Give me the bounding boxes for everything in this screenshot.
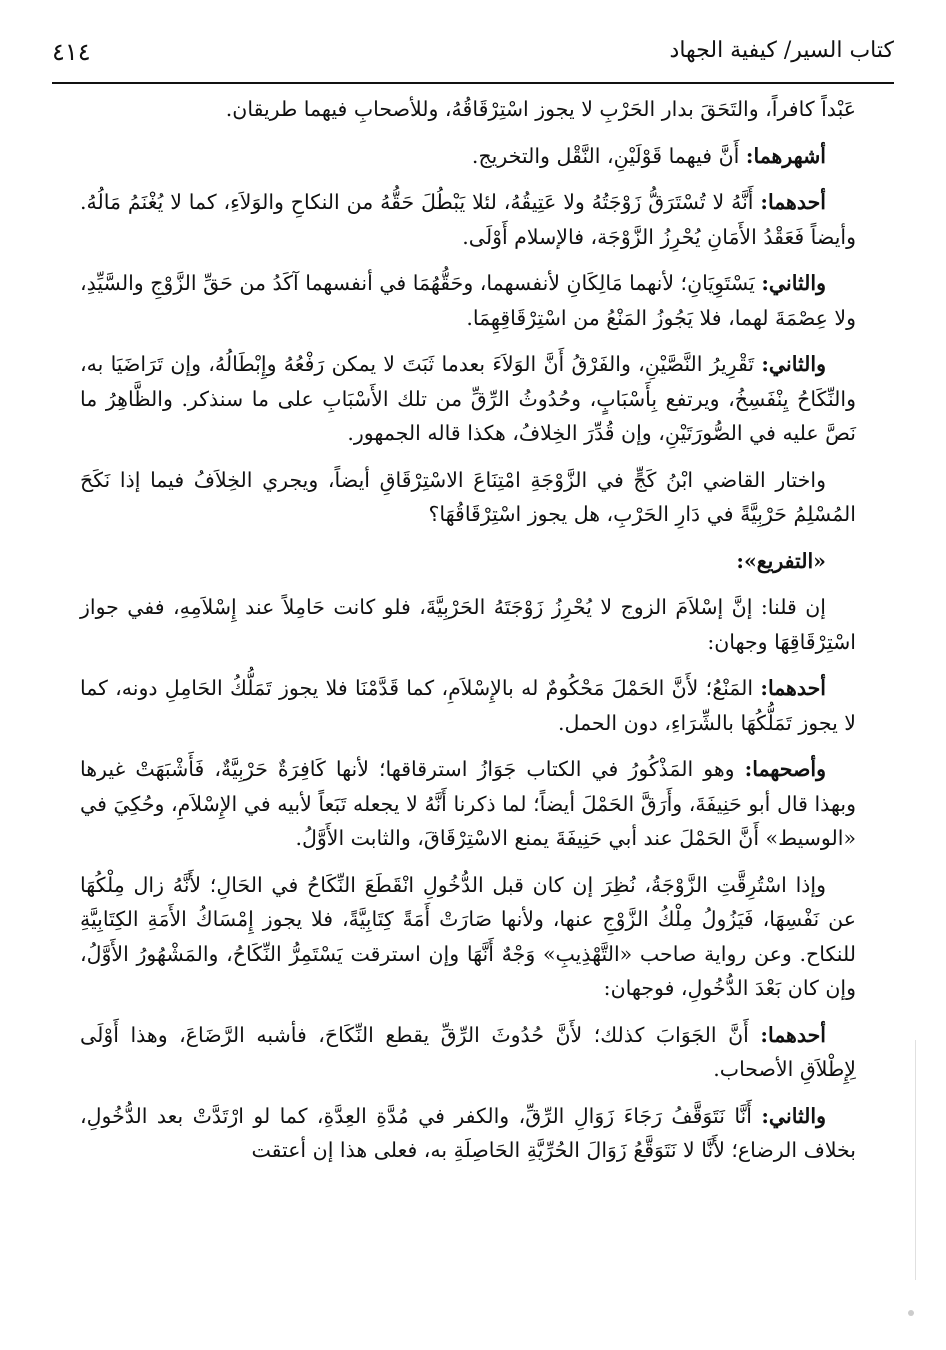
paragraph-ibn-kajj (80, 463, 856, 532)
paragraph-lead: والثاني: (761, 352, 826, 376)
paragraph-text: إن قلنا: إنَّ إسْلاَمَ الزوج لا يُحْرِزُ زَوْجَتَهُ الحَرْبِيَّةَ، فلو كانت حَامِلاً عند إِسْلاَمِهِ، ففي جواز اسْتِرْقَاقِهَا وجهان: (80, 595, 856, 654)
running-title: كتاب السير/ كيفية الجهاد (669, 38, 894, 63)
paragraph-text: أَنَّ فيهما قَوْلَيْنِ، النَّقْل والتخريج. (471, 143, 746, 168)
paragraph-lead: أحدهما: (760, 1022, 826, 1047)
paragraph-lead: أشهرهما: (745, 143, 826, 168)
paragraph-istruqqat (80, 868, 856, 1006)
paragraph-text: يَسْتَوِيَانِ؛ لأنهما مَالِكَانِ لأنفسهما، وحَقُّهُمَا في أنفسهما آكَدُ من حَقِّ الزَّوْجِ والسَّيِّدِ، ولا عِصْمَةَ لهما، فلا يَجُوزُ المَنْعُ من اسْتِرْقَاقِهِمَا. (79, 271, 856, 330)
paragraph-lead: أحدهما: (760, 190, 826, 214)
section-heading-tafri (80, 544, 856, 579)
paragraph-text: أَنَّ الجَوَابَ كذلك؛ لأَنَّ حُدُوثَ الرِّقِّ يقطع النِّكَاحَ، فأشبه الرَّضَاعَ، وهذا أَوْلَى لِإِطْلاَقِ الأصحاب. (80, 1022, 856, 1081)
paragraph-ahaduhuma-1 (80, 185, 856, 254)
paragraph-text: المَنْعُ؛ لأَنَّ الحَمْلَ مَحْكُومٌ له بالإِسْلاَمِ، كما قَدَّمْنَا فلا يجوز تَمَلُّكُ الحَامِلِ دونه، كما لا يجوز تَمَلُّكُهَا بالشِّرَاءِ، دون الحمل. (80, 676, 856, 735)
paragraph-text: أَنَّهُ لا تُسْتَرَقُّ زَوْجَتُهُ ولا عَتِيقُهُ، لئلا يَبْطُلَ حَقُّهُ من النكاحِ والوَلاَءِ، كما لا يُغْنَمُ مَالُهُ. وأيضاً فَعَقْدُ الأَمَانِ يُحْرِزُ الزَّوْجَة، فالإسلام أَوْلَى. (80, 190, 856, 249)
paragraph-text: تَقْرِيرُ النَّصَّيْنِ، والفَرْقُ أَنَّ الوَلاَءَ بعدما ثَبَتَ لا يمكن رَفْعُهُ وإِبْطَالُهُ، وإن تَرَاضَيَا به، والنِّكَاحُ يِنْفَسِخُ، ويرتفع بِأَسْبَابٍ، وحُدُوثُ الرِّقِّ من تلك الأَسْبَابِ على ما سنذكر. والظَّاهِرُ ما نَصَّ عليه في الصُّورَتَيْنِ، وإن قُدِّرَ الخِلافُ، هكذا قاله الجمهور. (80, 352, 856, 445)
paragraph-althani-3 (80, 1099, 856, 1168)
paragraph-asahhuhuma (80, 752, 856, 856)
paragraph-lead: أحدهما: (760, 676, 826, 700)
paragraph-althani-2 (80, 347, 856, 451)
paragraph-continuation (80, 92, 856, 127)
paragraph-althani-1 (80, 266, 856, 335)
paragraph-text: أَنَّا نَتَوَقَّفُ رَجَاءَ زَوَالِ الرِّقِّ، والكفر في مُدَّةِ العِدَّةِ، كما لو ارْتَدَّتْ بعد الدُّخُولِ، بخلاف الرضاع؛ لأَنَّا لا نَتَوَقَّعُ زَوَالَ الحُرِّيَّةِ الحَاصِلَةِ به، فعلى هذا إن أعتقت (80, 1103, 856, 1162)
paragraph-ahaduhuma-3 (80, 1018, 856, 1087)
paragraph-lead: والثاني: (761, 271, 826, 295)
paragraph-text: عَبْداً كافراً، والتَحَقَ بدار الحَرْبِ لا يجوز اسْتِرْقَاقُهُ، وللأصحابِ فيهما طريقان. (225, 97, 856, 121)
paragraph-ahaduhuma-2 (80, 671, 856, 740)
paragraph-lead: والثاني: (761, 1103, 826, 1128)
paragraph-ashharuhuma (80, 139, 856, 174)
paragraph-text: واختار القاضي ابْنُ كَجٍّ في الزَّوْجَةِ امْتِنَاعَ الاسْتِرْقَاقِ أيضاً، ويجري الخِلاَفُ فيما إذا نَكَحَ المُسْلِمُ حَرْبِيَّةً في دَارِ الحَرْبِ، هل يجوز اسْتِرْقَاقُهَا؟ (80, 467, 856, 526)
running-header (52, 22, 894, 84)
paragraph-text: وهو المَذْكُورُ في الكتاب جَوَازُ استرقاقها؛ لأنها كَافِرَةٌ حَرْبِيَّةٌ، فَأَشْبَهَتْ غيرها وبهذا قال أبو حَنِيفَةَ، وأَرَقَّ الحَمْلَ أيضاً؛ لما ذكرنا أَنَّهُ لا يجعله تَبَعاً لأبيه في الإِسْلاَمِ، وحُكِيَ في «الوسيط» أَنَّ الحَمْلَ عند أبي حَنِيفَةَ يمنع الاسْتِرْقَاقَ، والثابت الأَوَّلُ. (80, 757, 856, 850)
paragraph-text: وإذا اسْتُرِقَّتِ الزَّوْجَةُ، نُظِرَ إن كان قبل الدُّخُولِ انْقَطَعَ النِّكَاحُ في الحَالِ؛ لأَنَّهُ زال مِلْكُهَا عن نَفْسِهَا، فَيَزُولُ مِلْكُ الزَّوْجِ عنها، ولأنها صَارَتْ أَمَةً كِتَابِيَّةً، فلا يجوز إِمْسَاكُ الأَمَةِ الكِتَابِيَّةِ للنكاح. وعن رواية صاحب «التَّهْذِيبِ» وَجْهٌ أَنَّهَا وإن استرقت يَسْتَمِرُّ النِّكَاحُ، والمَشْهُورُ الأَوَّلُ، وإن كان بَعْدَ الدُّخُولِ، فوجهان: (80, 872, 856, 1000)
paragraph-lead: وأصحهما: (744, 757, 826, 781)
page-number: ٤١٤ (52, 38, 91, 66)
scan-speck (908, 1310, 914, 1316)
scan-edge-shadow (915, 1040, 916, 1280)
paragraph-in-qulna (80, 590, 856, 659)
header-divider (52, 82, 894, 84)
section-heading-text: «التفريع»: (736, 548, 826, 573)
main-text-block (80, 92, 856, 1180)
